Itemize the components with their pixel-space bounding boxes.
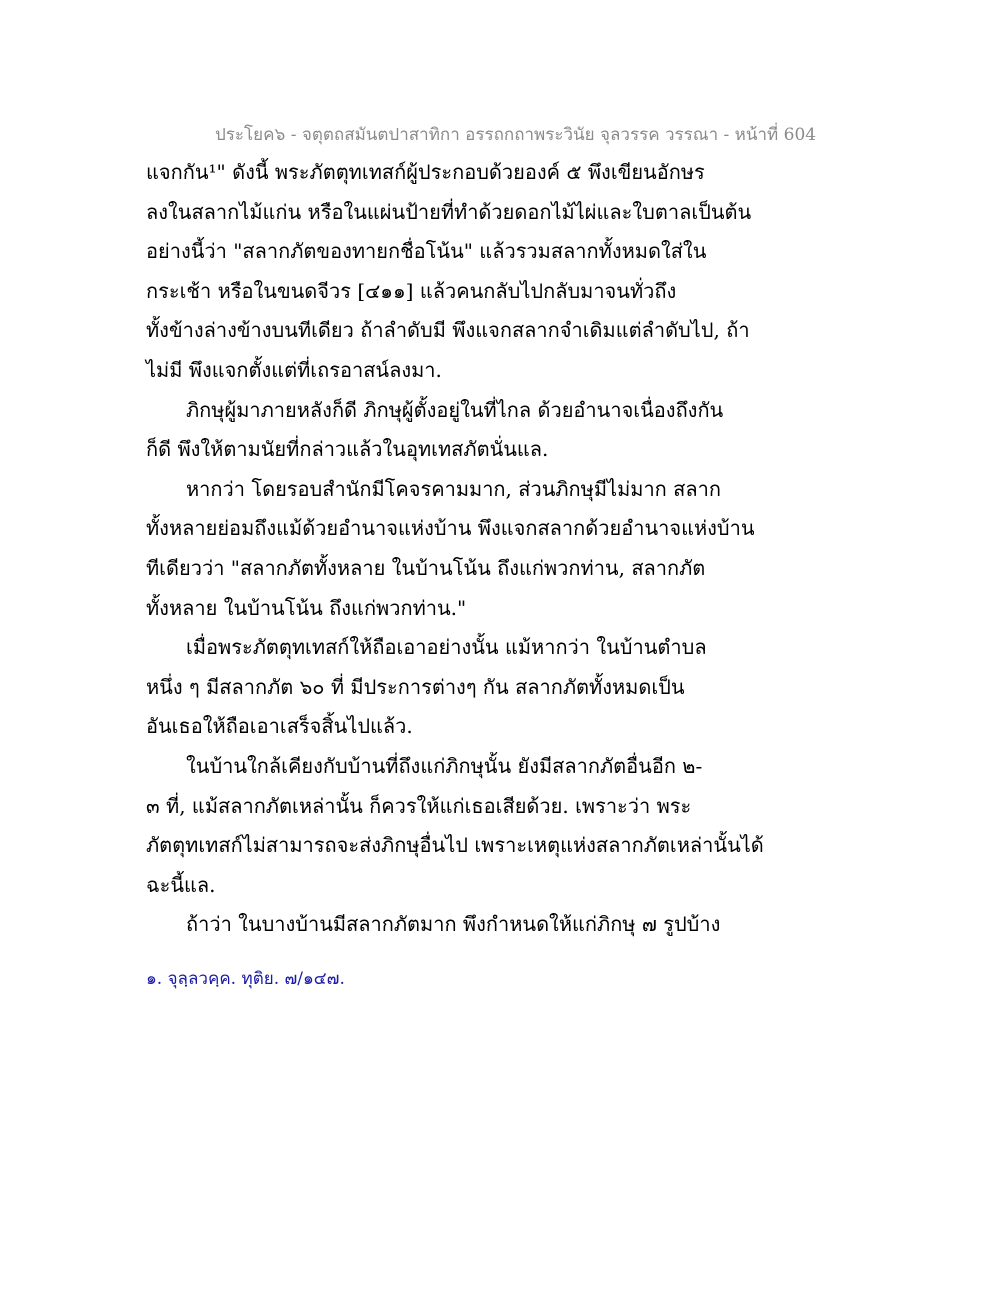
text-line: ลงในสลากไม้แก่น หรือในแผ่นป้ายที่ทำด้วยดอกไม้ไผ่และใบตาลเป็นต้น bbox=[146, 199, 752, 224]
text-line: หนึ่ง ๆ มีสลากภัต ๖๐ ที่ มีประการต่างๆ กัน สลากภัตทั้งหมดเป็น bbox=[146, 674, 685, 699]
text-line: กระเช้า หรือในขนดจีวร [๔๑๑] แล้วคนกลับไปกลับมาจนทั่วถึง bbox=[146, 278, 677, 303]
text-line: ก็ดี พึงให้ตามนัยที่กล่าวแล้วในอุทเทสภัตนั่นแล. bbox=[146, 437, 549, 462]
text-line: อันเธอให้ถือเอาเสร็จสิ้นไปแล้ว. bbox=[146, 714, 413, 739]
text-line: ทีเดียวว่า "สลากภัตทั้งหลาย ในบ้านโน้น ถึงแก่พวกท่าน, สลากภัต bbox=[146, 555, 706, 580]
text-line: แจกกัน¹" ดังนี้ พระภัตตุทเทสก์ผู้ประกอบด้วยองค์ ๕ พึงเขียนอักษร bbox=[146, 160, 705, 184]
text-line: ทั้งหลายย่อมถึงแม้ด้วยอำนาจแห่งบ้าน พึงแจกสลากด้วยอำนาจแห่งบ้าน bbox=[146, 516, 755, 541]
text-line: ไม่มี พึงแจกตั้งแต่ที่เถรอาสน์ลงมา. bbox=[146, 357, 442, 382]
footnote: ๑. จุลฺลวคฺค. ทุติย. ๗/๑๔๗. bbox=[146, 969, 345, 989]
text-line: ทั้งหลาย ในบ้านโน้น ถึงแก่พวกท่าน." bbox=[146, 595, 467, 620]
page-header: ประโยค๖ - จตุตถสมันตปาสาทิกา อรรถกถาพระวินัย จุลวรรค วรรณา - หน้าที่ 604 bbox=[215, 125, 817, 145]
body-text bbox=[146, 153, 766, 945]
text-line: ทั้งข้างล่างข้างบนทีเดียว ถ้าลำดับมี พึงแจกสลากจำเดิมแต่ลำดับไป, ถ้า bbox=[146, 318, 750, 343]
text-line: เมื่อพระภัตตุทเทสก์ให้ถือเอาอย่างนั้น แม้หากว่า ในบ้านตำบล bbox=[186, 635, 707, 660]
text-line: ฉะนี้แล. bbox=[146, 872, 216, 897]
text-line: ภิกษุผู้มาภายหลังก็ดี ภิกษุผู้ตั้งอยู่ในที่ไกล ด้วยอำนาจเนื่องถึงกัน bbox=[186, 397, 724, 422]
text-line: ภัตตุทเทสก์ไม่สามารถจะส่งภิกษุอื่นไป เพราะเหตุแห่งสลากภัตเหล่านั้นได้ bbox=[146, 833, 764, 858]
text-line: ในบ้านใกล้เคียงกับบ้านที่ถึงแก่ภิกษุนั้น ยังมีสลากภัตอื่นอีก ๒- bbox=[186, 753, 703, 778]
text-line: ถ้าว่า ในบางบ้านมีสลากภัตมาก พึงกำหนดให้แก่ภิกษุ ๗ รูปบ้าง bbox=[186, 912, 721, 937]
text-line: ๓ ที่, แม้สลากภัตเหล่านั้น ก็ควรให้แก่เธอเสียด้วย. เพราะว่า พระ bbox=[146, 793, 692, 818]
text-line: อย่างนี้ว่า "สลากภัตของทายกชื่อโน้น" แล้วรวมสลากทั้งหมดใส่ใน bbox=[146, 239, 707, 264]
text-line: หากว่า โดยรอบสำนักมีโคจรคามมาก, ส่วนภิกษุมีไม่มาก สลาก bbox=[186, 476, 721, 501]
